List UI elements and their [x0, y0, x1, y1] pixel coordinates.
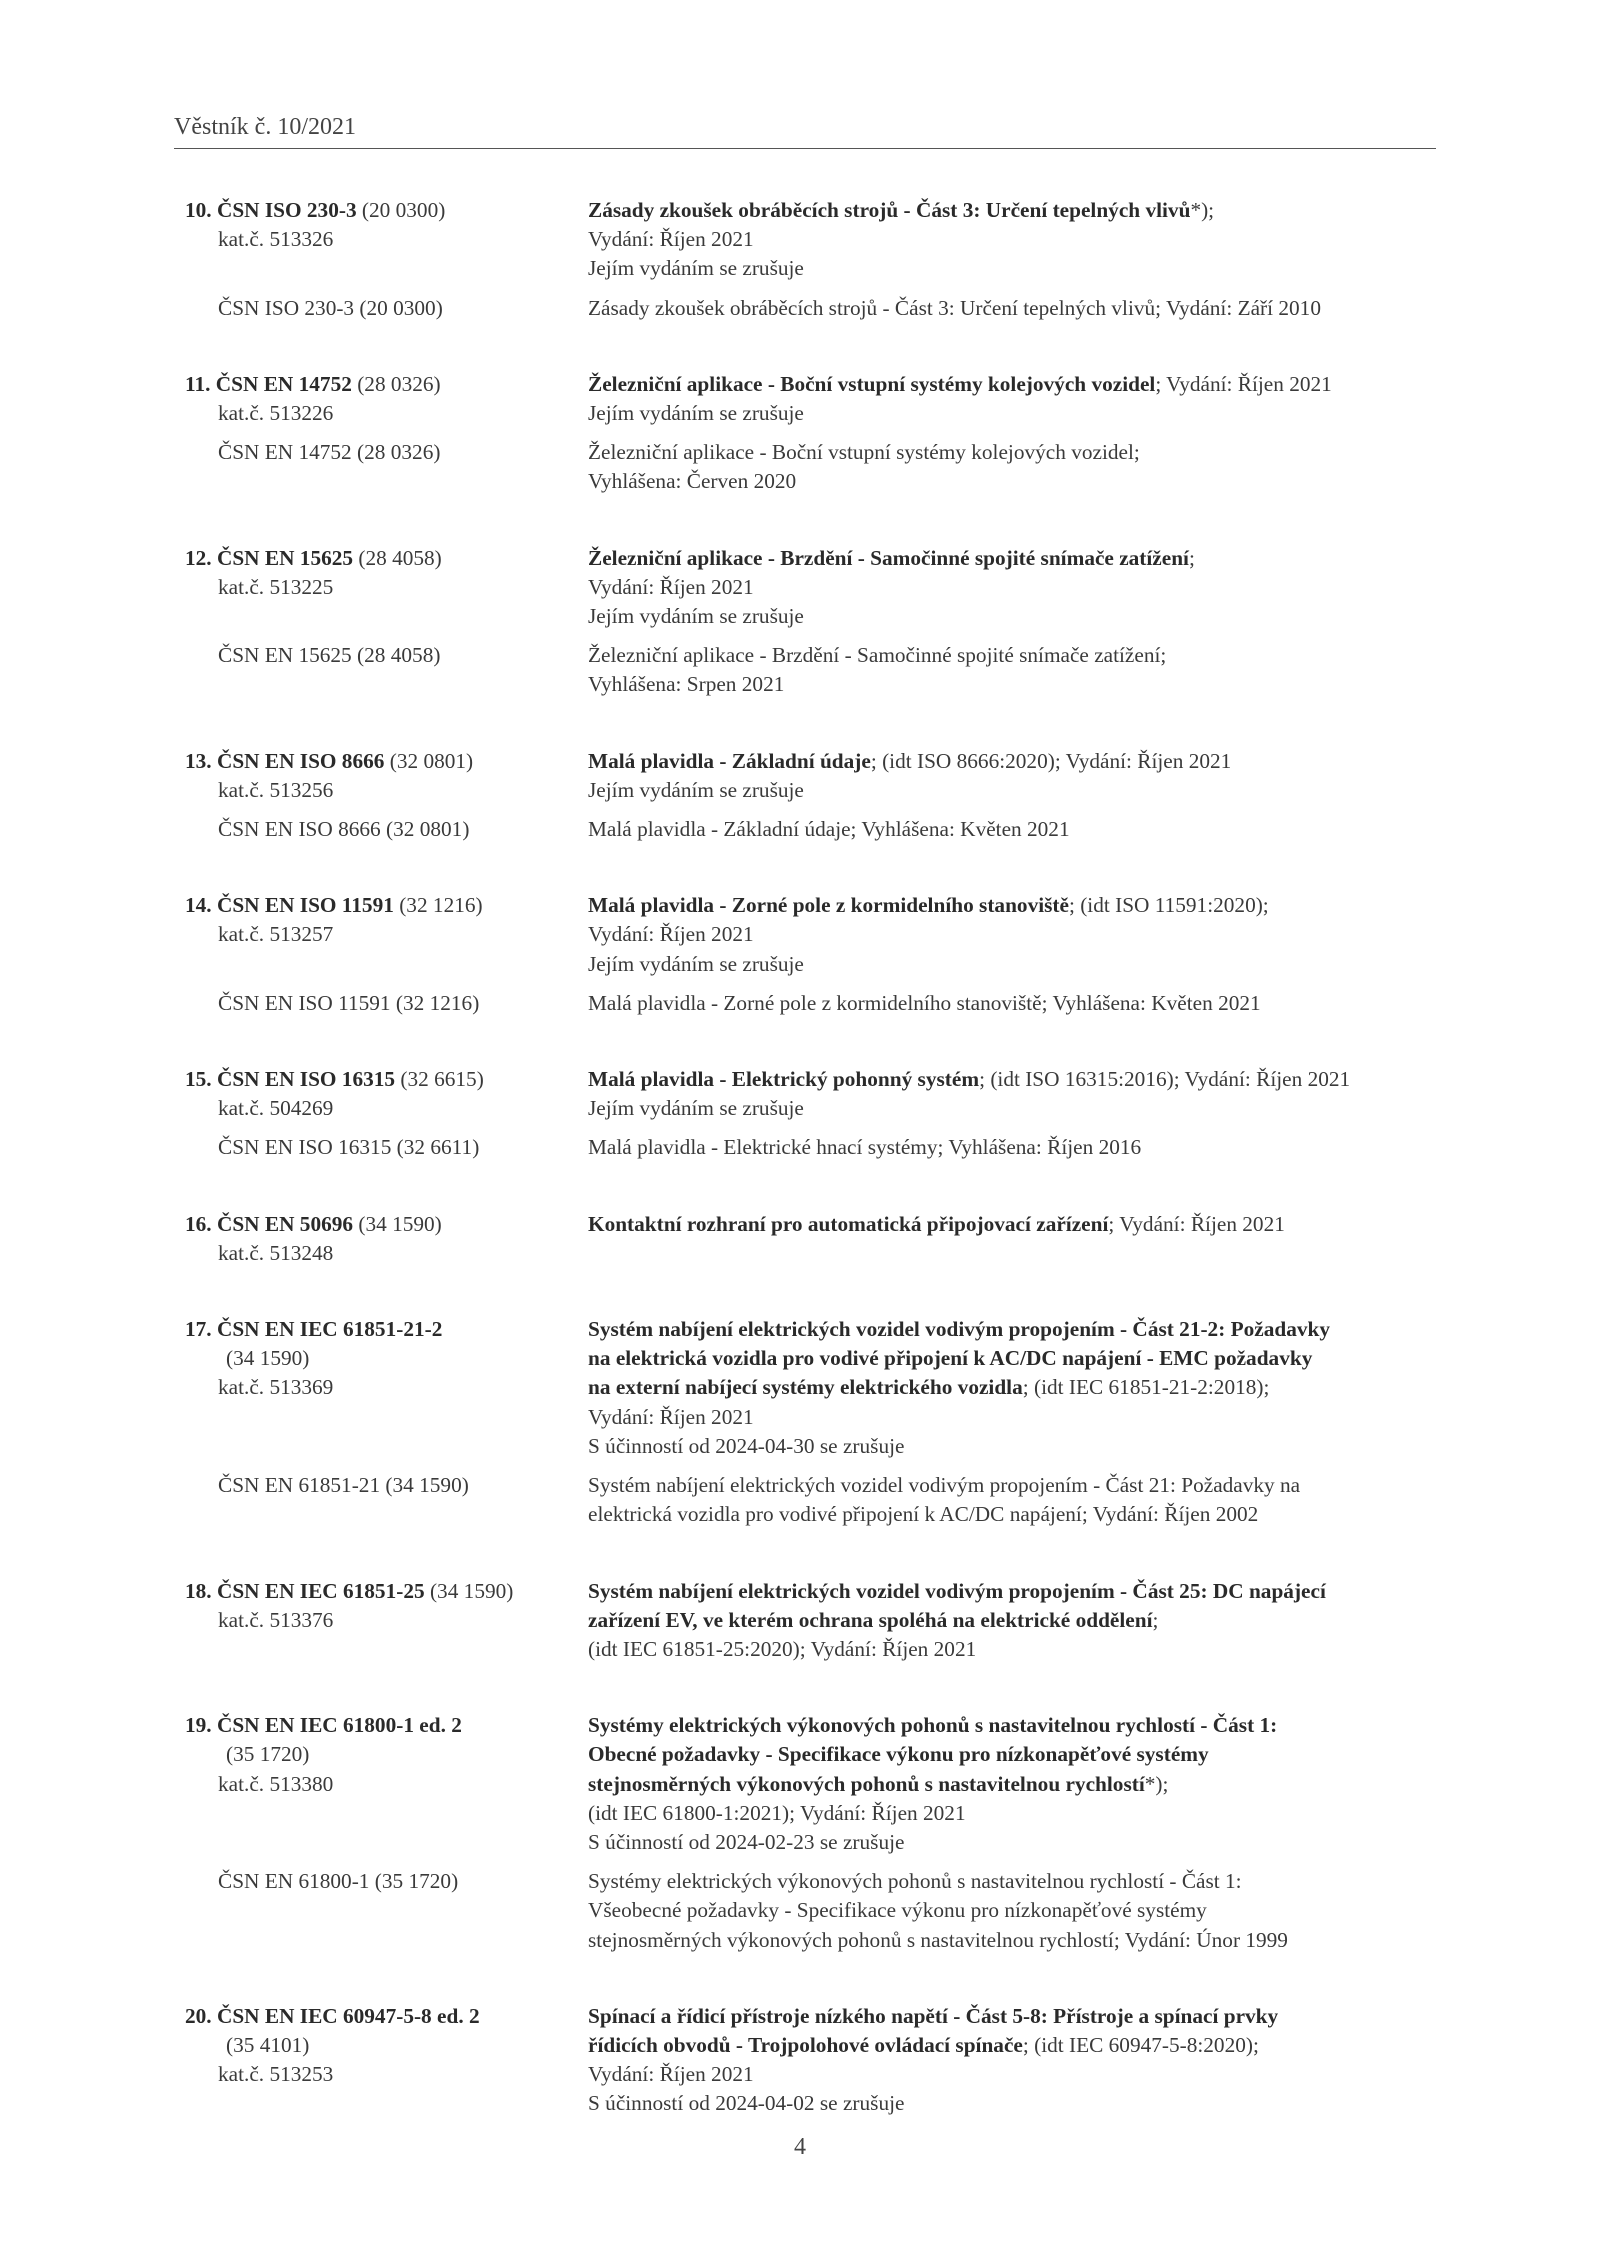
- entry-designation: [185, 891, 588, 979]
- replaced-title-line: Systém nabíjení elektrických vozidel vodivým propojením - Část 21: Požadavky na: [588, 1473, 1301, 1498]
- standard-entry: [185, 544, 1447, 700]
- classification-number: (35 4101): [226, 2032, 310, 2057]
- entry-number: 15.: [185, 1067, 212, 1092]
- entry-main-row: [185, 370, 1447, 428]
- standard-title: Kontaktní rozhraní pro automatická připojovací zařízení: [588, 1211, 1109, 1236]
- standard-title-line: [588, 544, 1448, 573]
- standard-title-line: [588, 2002, 1448, 2031]
- catalog-number: kat.č. 513326: [218, 227, 334, 252]
- standard-title: Obecné požadavky - Specifikace výkonu pro nízkonapěťové systémy: [588, 1742, 1209, 1767]
- entry-main-row: [185, 891, 1447, 979]
- standard-title: Malá plavidla - Základní údaje: [588, 748, 871, 773]
- standard-title-line: [588, 1315, 1448, 1344]
- replaced-title-block: [588, 815, 1448, 844]
- replaced-title-line: Systémy elektrických výkonových pohonů s nastavitelnou rychlostí - Část 1:: [588, 1869, 1242, 1894]
- status-note: Vydání: Říjen 2021: [588, 227, 754, 252]
- entry-main-row: [185, 1315, 1447, 1461]
- standard-entry: [185, 1315, 1447, 1529]
- standard-code: ČSN EN 14752: [215, 371, 352, 396]
- standard-title: Systém nabíjení elektrických vozidel vodivým propojením - Část 21-2: Požadavky: [588, 1317, 1331, 1342]
- designation-line: [185, 1210, 588, 1239]
- entry-title-block: [588, 2002, 1448, 2119]
- replaced-title-line: Všeobecné požadavky - Specifikace výkonu pro nízkonapěťové systémy: [588, 1898, 1207, 1923]
- catalog-number: kat.č. 513257: [218, 922, 334, 947]
- entry-designation: [185, 1210, 588, 1268]
- entry-designation: [185, 1065, 588, 1123]
- standard-title-line: [588, 747, 1448, 776]
- entry-number: 19.: [185, 1713, 212, 1738]
- replaced-standard-row: [185, 1133, 1447, 1162]
- entry-number: 14.: [185, 893, 212, 918]
- standard-code: ČSN EN IEC 61800-1 ed. 2: [216, 1713, 462, 1738]
- standard-title: stejnosměrných výkonových pohonů s nastavitelnou rychlostí: [588, 1771, 1145, 1796]
- standard-entry: [185, 1577, 1447, 1665]
- title-suffix: ; (idt ISO 16315:2016); Vydání: Říjen 2021: [979, 1067, 1351, 1092]
- classification-number: (34 1590): [226, 1346, 310, 1371]
- page-header: [174, 113, 1436, 149]
- replaced-designation: [185, 294, 588, 323]
- title-suffix: ; Vydání: Říjen 2021: [1155, 371, 1332, 396]
- standard-entry: [185, 1065, 1447, 1163]
- replaced-standard-row: [185, 294, 1447, 323]
- replaced-standard-row: [185, 989, 1447, 1018]
- entry-title-block: [588, 196, 1448, 284]
- designation-line: [185, 1315, 588, 1344]
- standard-title: Systémy elektrických výkonových pohonů s nastavitelnou rychlostí - Část 1:: [588, 1713, 1278, 1738]
- designation-line: [185, 1711, 588, 1740]
- replaced-title-line: Malá plavidla - Základní údaje; Vyhlášena: Květen 2021: [588, 817, 1070, 842]
- standard-code: ČSN EN ISO 8666: [216, 748, 385, 773]
- classification-number: (28 0326): [357, 371, 441, 396]
- entry-main-row: [185, 2002, 1447, 2119]
- standard-code: ČSN EN IEC 61851-21-2: [216, 1317, 443, 1342]
- replaced-title-line: Malá plavidla - Zorné pole z kormidelního stanoviště; Vyhlášena: Květen 2021: [588, 990, 1261, 1015]
- replaced-title-line: Železniční aplikace - Brzdění - Samočinné spojité snímače zatížení;: [588, 643, 1167, 668]
- entry-number: 18.: [185, 1578, 212, 1603]
- designation-line: [185, 2002, 588, 2031]
- status-note: Vydání: Říjen 2021: [588, 1404, 754, 1429]
- designation-line: [185, 747, 588, 776]
- replaced-title-line: Vyhlášena: Červen 2020: [588, 469, 797, 494]
- standard-title-line: [588, 1344, 1448, 1373]
- status-note: Jejím vydáním se zrušuje: [588, 777, 804, 802]
- classification-number: (32 6615): [400, 1067, 484, 1092]
- replaced-title-block: [588, 1867, 1448, 1955]
- title-suffix: ;: [1152, 1607, 1159, 1632]
- replaced-designation: [185, 815, 588, 844]
- entry-title-block: [588, 370, 1448, 428]
- replaced-title-line: Malá plavidla - Elektrické hnací systémy; Vyhlášena: Říjen 2016: [588, 1135, 1142, 1160]
- standard-title: na elektrická vozidla pro vodivé připojení k AC/DC napájení - EMC požadavky: [588, 1346, 1313, 1371]
- bulletin-title: Věstník č. 10/2021: [174, 114, 356, 140]
- replaced-standard-row: [185, 438, 1447, 496]
- standard-code: ČSN EN ISO 16315: [216, 1067, 396, 1092]
- entry-title-block: [588, 544, 1448, 632]
- entry-main-row: [185, 1577, 1447, 1665]
- standard-title: Systém nabíjení elektrických vozidel vodivým propojením - Část 25: DC napájecí: [588, 1578, 1326, 1603]
- designation-line: [185, 544, 588, 573]
- replaced-title-block: [588, 641, 1448, 699]
- catalog-number: kat.č. 513369: [218, 1375, 334, 1400]
- standard-title-line: [588, 370, 1448, 399]
- standard-code: ČSN EN 50696: [216, 1211, 354, 1236]
- catalog-number: kat.č. 513253: [218, 2062, 334, 2087]
- standard-entry: [185, 1210, 1447, 1268]
- standard-entry: [185, 2002, 1447, 2119]
- status-note: Vydání: Říjen 2021: [588, 922, 754, 947]
- replaced-designation: [185, 1867, 588, 1955]
- classification-number: (32 1216): [399, 893, 483, 918]
- replaced-title-line: Vyhlášena: Srpen 2021: [588, 672, 785, 697]
- entry-designation: [185, 1577, 588, 1665]
- replaced-title-line: elektrická vozidla pro vodivé připojení k AC/DC napájení; Vydání: Říjen 2002: [588, 1502, 1259, 1527]
- catalog-number: kat.č. 513226: [218, 401, 334, 426]
- standard-title-line: [588, 1606, 1448, 1635]
- entry-number: 20.: [185, 2003, 212, 2028]
- entry-title-block: [588, 1711, 1448, 1857]
- standard-title-line: [588, 1065, 1448, 1094]
- replaced-title-line: Železniční aplikace - Boční vstupní systémy kolejových vozidel;: [588, 440, 1140, 465]
- replaced-standard-row: [185, 1471, 1447, 1529]
- entry-title-block: [588, 1065, 1448, 1123]
- status-note: S účinností od 2024-04-02 se zrušuje: [588, 2091, 905, 2116]
- replaced-standard-code: ČSN EN ISO 8666 (32 0801): [218, 817, 470, 842]
- replaced-designation: [185, 1471, 588, 1529]
- classification-number: (35 1720): [226, 1742, 310, 1767]
- entry-designation: [185, 747, 588, 805]
- catalog-number: kat.č. 513376: [218, 1607, 334, 1632]
- designation-line: [185, 196, 588, 225]
- standard-title: Malá plavidla - Zorné pole z kormidelního stanoviště: [588, 893, 1069, 918]
- title-suffix: ; (idt ISO 8666:2020); Vydání: Říjen 2021: [870, 748, 1232, 773]
- catalog-number: kat.č. 513248: [218, 1240, 334, 1265]
- entry-main-row: [185, 747, 1447, 805]
- standard-title-line: [588, 2031, 1448, 2060]
- standard-title: Malá plavidla - Elektrický pohonný systém: [588, 1067, 980, 1092]
- status-note: Jejím vydáním se zrušuje: [588, 256, 804, 281]
- classification-number: (32 0801): [389, 748, 474, 773]
- replaced-designation: [185, 438, 588, 496]
- standard-code: ČSN EN IEC 61851-25: [216, 1578, 425, 1603]
- entry-title-block: [588, 1315, 1448, 1461]
- catalog-number: kat.č. 513380: [218, 1771, 334, 1796]
- catalog-number: kat.č. 513225: [218, 574, 334, 599]
- standard-title-line: [588, 1210, 1448, 1239]
- standard-title: Zásady zkoušek obráběcích strojů - Část 3: Určení tepelných vlivů: [588, 198, 1191, 222]
- entry-number: 12.: [185, 545, 212, 570]
- title-suffix: ; (idt IEC 61851-21-2:2018);: [1022, 1375, 1270, 1400]
- status-note: S účinností od 2024-04-30 se zrušuje: [588, 1433, 905, 1458]
- standard-title: zařízení EV, ve kterém ochrana spoléhá na elektrické oddělení: [588, 1607, 1153, 1632]
- replaced-title-block: [588, 438, 1448, 496]
- classification-number: (20 0300): [361, 198, 446, 222]
- designation-line: [185, 1065, 588, 1094]
- standard-code: ČSN EN IEC 60947-5-8 ed. 2: [216, 2003, 480, 2028]
- standard-code: ČSN EN ISO 11591: [216, 893, 394, 918]
- entry-designation: [185, 1711, 588, 1857]
- status-note: Jejím vydáním se zrušuje: [588, 604, 804, 629]
- entry-title-block: [588, 747, 1448, 805]
- title-suffix: *);: [1144, 1771, 1169, 1796]
- replaced-title-block: [588, 1133, 1448, 1162]
- catalog-number: kat.č. 513256: [218, 777, 334, 802]
- status-note: Vydání: Říjen 2021: [588, 574, 754, 599]
- title-suffix: ; (idt IEC 60947-5-8:2020);: [1022, 2032, 1259, 2057]
- replaced-standard-code: ČSN EN 14752 (28 0326): [218, 440, 441, 465]
- standard-title-line: [588, 196, 1448, 225]
- entry-main-row: [185, 1210, 1447, 1268]
- entry-title-block: [588, 1210, 1448, 1268]
- status-note: Vydání: Říjen 2021: [588, 2062, 754, 2087]
- replaced-standard-row: [185, 815, 1447, 844]
- standard-title-line: [588, 1635, 1448, 1664]
- designation-line: [185, 370, 588, 399]
- entry-number: 13.: [185, 748, 212, 773]
- standard-title: řídicích obvodů - Trojpolohové ovládací spínače: [588, 2032, 1023, 2057]
- standard-entry: [185, 891, 1447, 1018]
- entry-designation: [185, 544, 588, 632]
- entry-designation: [185, 370, 588, 428]
- standard-title: Železniční aplikace - Boční vstupní systémy kolejových vozidel: [588, 371, 1156, 396]
- standard-title: Železniční aplikace - Brzdění - Samočinné spojité snímače zatížení: [588, 545, 1189, 570]
- entry-title-block: [588, 1577, 1448, 1665]
- standard-title-line: [588, 1770, 1448, 1799]
- designation-line: [185, 1577, 588, 1606]
- page-number: 4: [794, 2134, 806, 2160]
- replaced-standard-code: ČSN EN ISO 11591 (32 1216): [218, 990, 480, 1015]
- status-note: S účinností od 2024-02-23 se zrušuje: [588, 1829, 905, 1854]
- replaced-standard-code: ČSN ISO 230-3 (20 0300): [218, 295, 443, 320]
- title-suffix: ; (idt ISO 11591:2020);: [1068, 893, 1269, 918]
- entry-number: 11.: [185, 371, 211, 396]
- entry-main-row: [185, 1711, 1447, 1857]
- standard-title: Spínací a řídicí přístroje nízkého napětí - Část 5-8: Přístroje a spínací prvky: [588, 2003, 1279, 2028]
- entry-designation: [185, 2002, 588, 2119]
- replaced-designation: [185, 1133, 588, 1162]
- replaced-title-line: stejnosměrných výkonových pohonů s nastavitelnou rychlostí; Vydání: Únor 1999: [588, 1927, 1288, 1952]
- standard-title: na externí nabíjecí systémy elektrického vozidla: [588, 1375, 1023, 1400]
- entry-main-row: [185, 544, 1447, 632]
- classification-number: (34 1590): [429, 1578, 514, 1603]
- designation-line: [185, 891, 588, 920]
- standard-title-line: [588, 1373, 1448, 1402]
- entry-designation: [185, 1315, 588, 1461]
- standard-entry: [185, 196, 1447, 323]
- entry-title-block: [588, 891, 1448, 979]
- replaced-standard-code: ČSN EN 61800-1 (35 1720): [218, 1869, 459, 1894]
- classification-number: (34 1590): [358, 1211, 442, 1236]
- title-suffix: *);: [1190, 198, 1215, 222]
- title-suffix: (idt IEC 61851-25:2020); Vydání: Říjen 2021: [588, 1636, 977, 1661]
- standard-entry: [185, 747, 1447, 845]
- replaced-standard-code: ČSN EN ISO 16315 (32 6611): [218, 1135, 480, 1160]
- replaced-title-block: [588, 294, 1448, 323]
- replaced-title-line: Zásady zkoušek obráběcích strojů - Část 3: Určení tepelných vlivů; Vydání: Září 2010: [588, 295, 1321, 320]
- title-suffix: ;: [1188, 545, 1195, 570]
- standard-entry: [185, 370, 1447, 497]
- replaced-standard-row: [185, 641, 1447, 699]
- replaced-standard-row: [185, 1867, 1447, 1955]
- entry-main-row: [185, 196, 1447, 284]
- standard-title-line: [588, 1577, 1448, 1606]
- standards-list: [185, 196, 1447, 2166]
- replaced-title-block: [588, 1471, 1448, 1529]
- status-note: Jejím vydáním se zrušuje: [588, 401, 804, 426]
- replaced-designation: [185, 641, 588, 699]
- replaced-standard-code: ČSN EN 15625 (28 4058): [218, 643, 441, 668]
- replaced-title-block: [588, 989, 1448, 1018]
- standard-title-line: [588, 891, 1448, 920]
- status-note: (idt IEC 61800-1:2021); Vydání: Říjen 2021: [588, 1800, 966, 1825]
- standard-code: ČSN EN 15625: [216, 545, 354, 570]
- status-note: Jejím vydáním se zrušuje: [588, 1096, 804, 1121]
- standard-title-line: [588, 1740, 1448, 1769]
- entry-number: 16.: [185, 1211, 212, 1236]
- replaced-standard-code: ČSN EN 61851-21 (34 1590): [218, 1473, 469, 1498]
- catalog-number: kat.č. 504269: [218, 1096, 334, 1121]
- standard-code: ČSN ISO 230-3: [216, 198, 357, 222]
- entry-designation: [185, 196, 588, 284]
- replaced-designation: [185, 989, 588, 1018]
- status-note: Jejím vydáním se zrušuje: [588, 951, 804, 976]
- entry-number: 17.: [185, 1317, 212, 1342]
- entry-main-row: [185, 1065, 1447, 1123]
- entry-number: 10.: [185, 198, 212, 222]
- standard-title-line: [588, 1711, 1448, 1740]
- title-suffix: ; Vydání: Říjen 2021: [1108, 1211, 1285, 1236]
- standard-entry: [185, 1711, 1447, 1955]
- classification-number: (28 4058): [358, 545, 442, 570]
